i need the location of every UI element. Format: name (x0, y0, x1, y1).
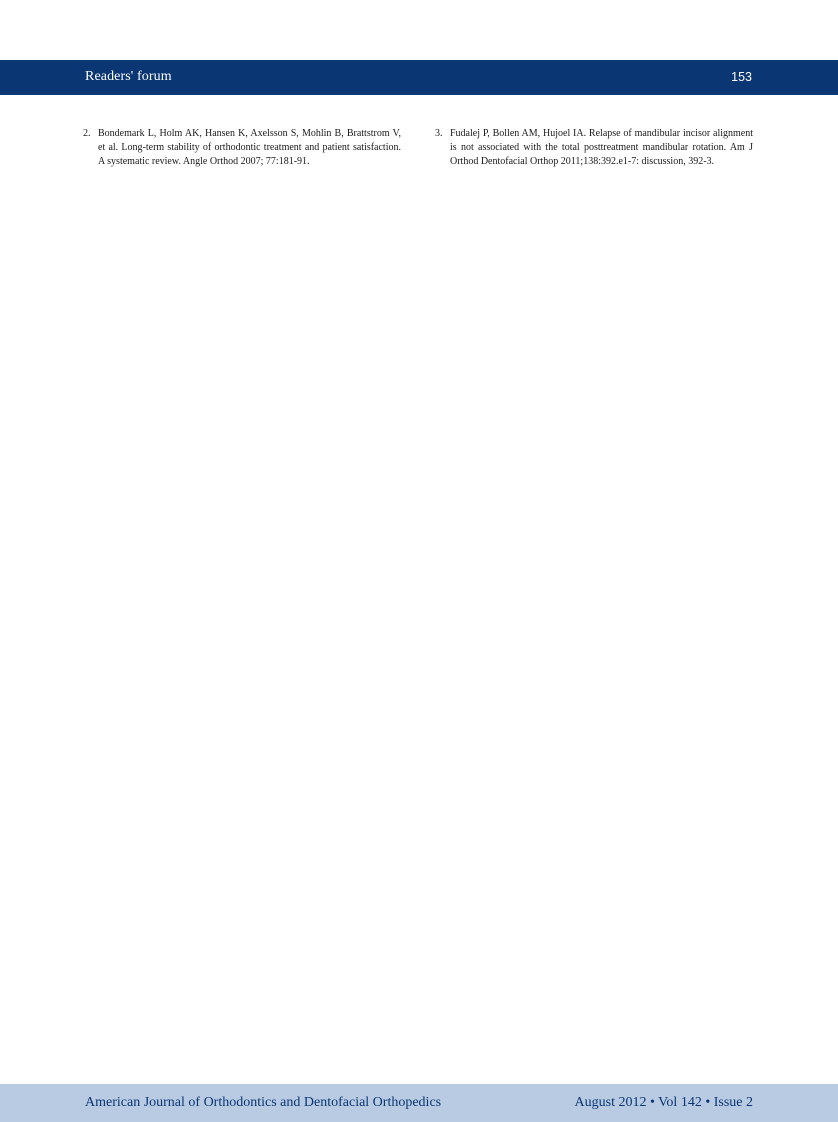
reference-text: Fudalej P, Bollen AM, Hujoel IA. Relapse of mandibular incisor alignment is not associated with the total posttreatment mandibular rotation. Am J Orthod Dentofacial Orthop 2011;138:392.e1-7: discussion, 392-3. (450, 128, 753, 168)
running-footer (0, 1084, 838, 1122)
issue-info: August 2012 • Vol 142 • Issue 2 (574, 1095, 753, 1110)
reference-item (83, 127, 401, 170)
reference-text: Bondemark L, Holm AK, Hansen K, Axelsson S, Mohlin B, Brattstrom V, et al. Long-term stability of orthodontic treatment and patient satisfaction. A systematic review. Angle Orthod 2007; 77:181-91. (98, 128, 401, 168)
journal-title: American Journal of Orthodontics and Dentofacial Orthopedics (85, 1095, 442, 1110)
reference-number: 3. (435, 128, 443, 139)
running-header (0, 60, 838, 95)
page-number: 153 (731, 70, 752, 84)
reference-number: 2. (83, 128, 91, 139)
reference-item (435, 127, 753, 170)
section-title: Readers' forum (85, 69, 172, 84)
